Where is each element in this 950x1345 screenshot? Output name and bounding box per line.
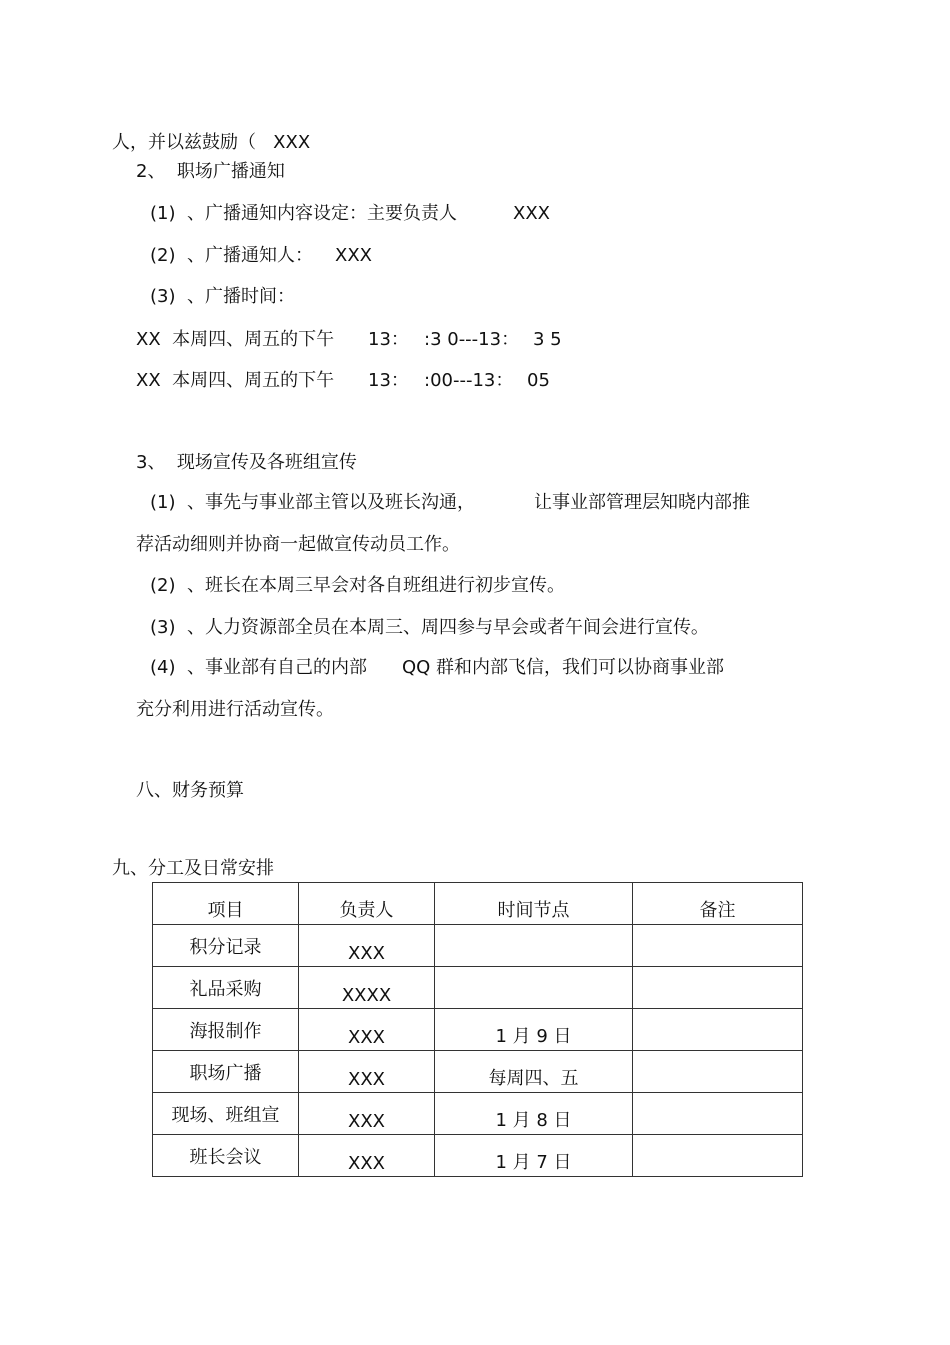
time-slot-2-hour: 13： (368, 370, 409, 391)
cell-note (633, 1093, 803, 1135)
cell-item: 职场广播 (153, 1051, 299, 1093)
cell-item: 海报制作 (153, 1009, 299, 1051)
time-slot-2-end: 05 (527, 370, 550, 391)
cell-owner: XXX (299, 1093, 435, 1135)
broadcast-person-label: (2) 、广播通知人： (150, 245, 313, 266)
text-line-promotion-1-cont: 荐活动细则并协商一起做宣传动员工作。 (136, 534, 460, 555)
broadcast-content-label: (1) 、广播通知内容设定：主要负责人 (150, 203, 457, 224)
cell-note (633, 967, 803, 1009)
cell-milestone (435, 925, 633, 967)
cell-item: 现场、班组宣 (153, 1093, 299, 1135)
time-slot-1-range: :3 0---13： (424, 329, 520, 350)
table-header-row (153, 883, 803, 925)
time-slot-1-hour: 13： (368, 329, 409, 350)
time-slot-1-end: 3 5 (533, 329, 562, 350)
cell-note (633, 1009, 803, 1051)
cell-note (633, 1051, 803, 1093)
text-line-time-slot-2 (136, 369, 836, 393)
text-line-promotion-3: (3) 、人力资源部全员在本周三、周四参与早会或者午间会进行宣传。 (150, 617, 709, 638)
table-row (153, 1093, 803, 1135)
section-heading-division-of-work: 九、分工及日常安排 (112, 858, 274, 879)
text-line-encourage: 人，并以兹鼓励（ XXX (112, 132, 311, 153)
header-cell-item: 项目 (153, 883, 299, 925)
header-cell-milestone: 时间节点 (435, 883, 633, 925)
section-heading-budget: 八、财务预算 (136, 780, 244, 801)
time-slot-2-range: :00---13： (424, 370, 514, 391)
promotion-1-part-a: (1) 、事先与事业部主管以及班长沟通， (150, 492, 475, 513)
cell-milestone: 1 月 8 日 (435, 1093, 633, 1135)
text-line-promotion-4 (150, 656, 850, 680)
header-cell-owner: 负责人 (299, 883, 435, 925)
cell-owner: XXX (299, 1135, 435, 1177)
cell-item: 礼品采购 (153, 967, 299, 1009)
table-row (153, 1135, 803, 1177)
table-row (153, 967, 803, 1009)
text-line-broadcast-time: (3) 、广播时间： (150, 286, 295, 307)
cell-milestone: 1 月 9 日 (435, 1009, 633, 1051)
time-slot-2-label: XX 本周四、周五的下午 (136, 370, 335, 391)
section-heading-onsite-promotion: 3、 现场宣传及各班组宣传 (136, 452, 357, 473)
cell-owner: XXX (299, 1009, 435, 1051)
cell-milestone: 1 月 7 日 (435, 1135, 633, 1177)
work-schedule-table (152, 882, 803, 1177)
cell-owner: XXX (299, 1051, 435, 1093)
broadcast-person-value: XXX (335, 245, 372, 266)
cell-note (633, 925, 803, 967)
promotion-4-part-b: QQ 群和内部飞信，我们可以协商事业部 (402, 657, 725, 678)
broadcast-content-owner: XXX (513, 203, 550, 224)
cell-item: 班长会议 (153, 1135, 299, 1177)
table-row (153, 925, 803, 967)
time-slot-1-label: XX 本周四、周五的下午 (136, 329, 335, 350)
cell-note (633, 1135, 803, 1177)
table-row (153, 1051, 803, 1093)
text-line-broadcast-person (150, 244, 850, 268)
section-heading-workplace-broadcast: 2、 职场广播通知 (136, 161, 285, 182)
text-line-promotion-2: (2) 、班长在本周三早会对各自班组进行初步宣传。 (150, 575, 565, 596)
text-line-broadcast-content (150, 202, 850, 226)
header-cell-note: 备注 (633, 883, 803, 925)
promotion-4-part-a: (4) 、事业部有自己的内部 (150, 657, 367, 678)
cell-milestone (435, 967, 633, 1009)
cell-owner: XXXX (299, 967, 435, 1009)
text-line-time-slot-1 (136, 328, 836, 352)
cell-owner: XXX (299, 925, 435, 967)
promotion-1-part-b: 让事业部管理层知晓内部推 (534, 492, 750, 513)
cell-item: 积分记录 (153, 925, 299, 967)
text-line-promotion-4-cont: 充分利用进行活动宣传。 (136, 699, 334, 720)
table-row (153, 1009, 803, 1051)
text-line-promotion-1 (150, 491, 850, 515)
cell-milestone: 每周四、五 (435, 1051, 633, 1093)
